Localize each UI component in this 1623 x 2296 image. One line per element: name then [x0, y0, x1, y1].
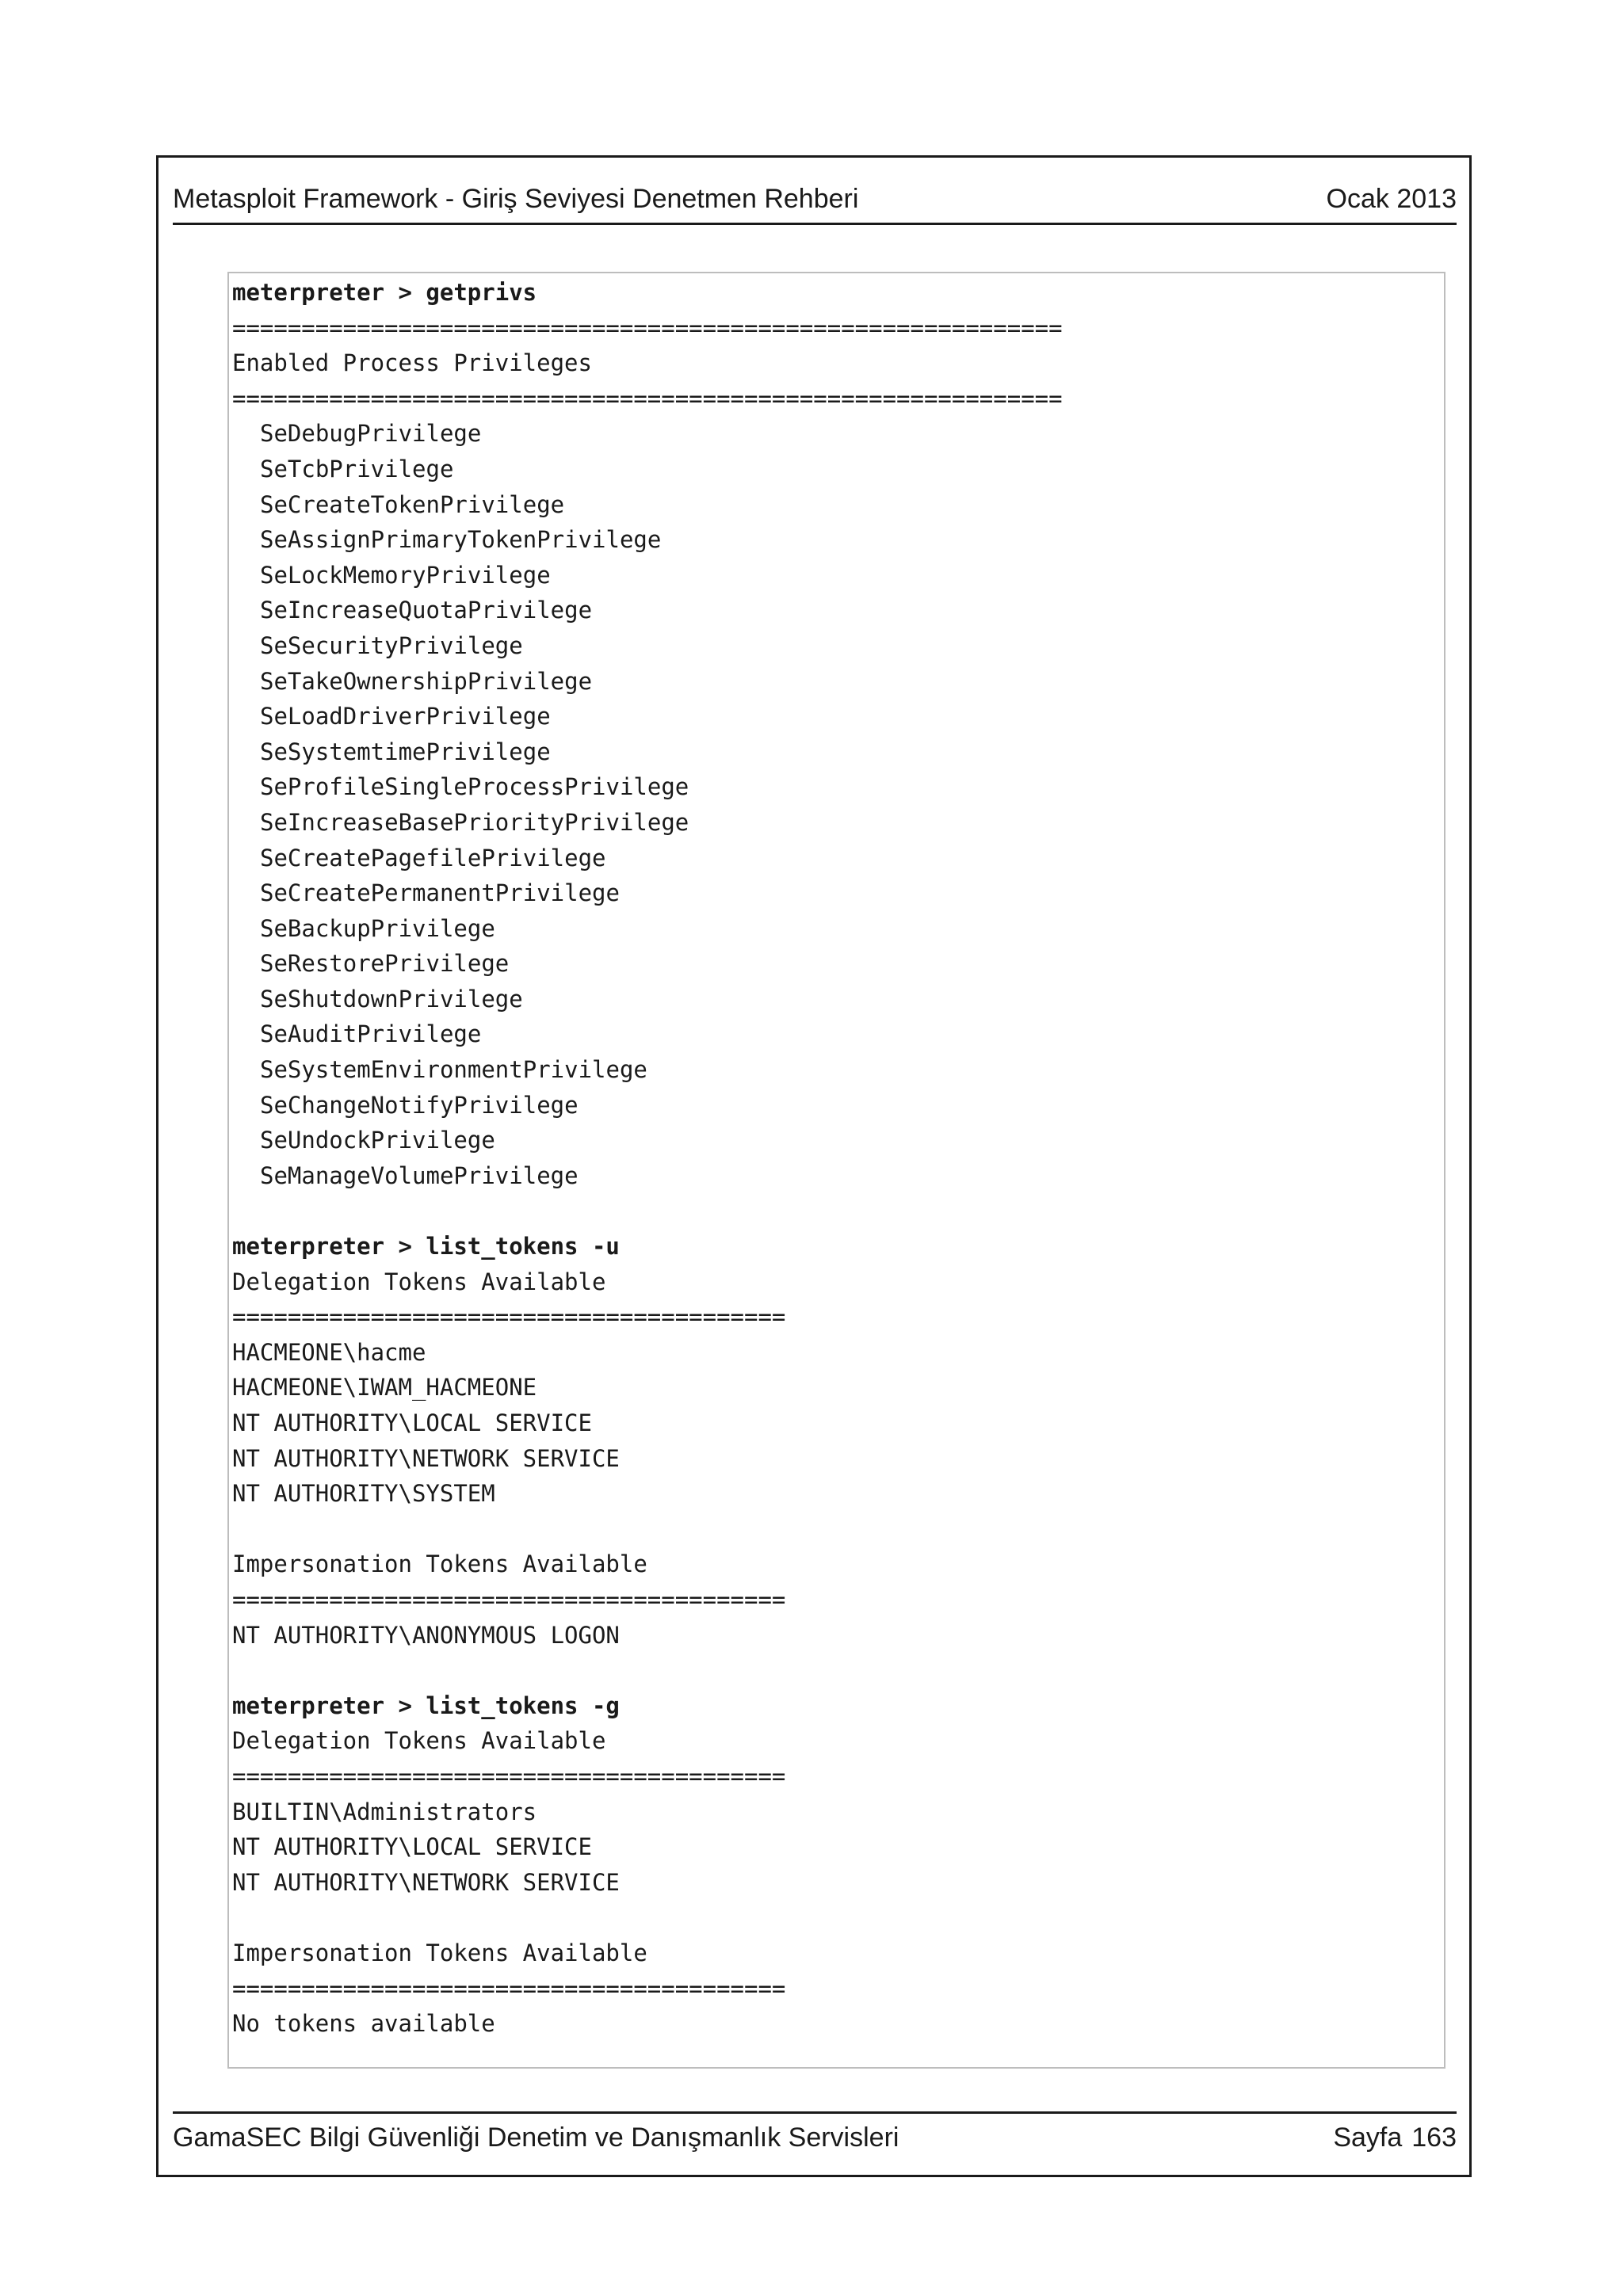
code-line: SeCreatePagefilePrivilege [260, 844, 606, 871]
code-line: HACMEONE\hacme [232, 1338, 426, 1366]
company-name: GamaSEC Bilgi Güvenliği Denetim ve Danışmanlık Servisleri [173, 2122, 899, 2153]
code-line [232, 1193, 1444, 1229]
code-line: Enabled Process Privileges [232, 349, 592, 377]
code-line: ============================================================ [232, 384, 1063, 412]
code-line: SeLockMemoryPrivilege [260, 561, 551, 589]
code-line [232, 1512, 1444, 1547]
code-line: ============================================================ [232, 314, 1063, 341]
page-number-value: 163 [1411, 2122, 1457, 2153]
code-line: ======================================== [232, 1762, 786, 1790]
code-line: Delegation Tokens Available [232, 1727, 606, 1755]
code-line: SeTakeOwnershipPrivilege [260, 667, 593, 695]
code-line: SeManageVolumePrivilege [260, 1161, 579, 1189]
code-line: Delegation Tokens Available [232, 1268, 606, 1295]
code-line: SeSystemEnvironmentPrivilege [260, 1056, 647, 1084]
code-line: SeBackupPrivilege [260, 914, 495, 942]
code-line: SeSystemtimePrivilege [260, 738, 551, 765]
command-line: meterpreter > list_tokens -u [232, 1233, 620, 1261]
code-line: SeIncreaseQuotaPrivilege [260, 597, 593, 624]
command-line: meterpreter > getprivs [232, 279, 537, 306]
document-date: Ocak 2013 [1326, 183, 1457, 214]
command-line: meterpreter > list_tokens -g [232, 1691, 620, 1719]
code-line: ======================================== [232, 1974, 786, 2002]
code-line: SeAssignPrimaryTokenPrivilege [260, 526, 662, 554]
code-block [227, 272, 1445, 2069]
code-line: NT AUTHORITY\NETWORK SERVICE [232, 1868, 620, 1896]
code-line: SeTcbPrivilege [260, 455, 454, 482]
page-footer [173, 2111, 1457, 2161]
page-header [173, 175, 1457, 225]
code-line: Impersonation Tokens Available [232, 1939, 647, 1966]
code-line: NT AUTHORITY\NETWORK SERVICE [232, 1444, 620, 1472]
code-line: No tokens available [232, 2010, 495, 2038]
page-number [1333, 2122, 1457, 2153]
code-line: SeCreatePermanentPrivilege [260, 879, 620, 907]
code-line: SeIncreaseBasePriorityPrivilege [260, 808, 689, 836]
code-line: SeAuditPrivilege [260, 1020, 482, 1048]
code-line: SeDebugPrivilege [260, 420, 482, 448]
page-frame [156, 155, 1472, 2177]
code-line: ======================================== [232, 1585, 786, 1613]
code-line: NT AUTHORITY\SYSTEM [232, 1480, 495, 1508]
code-line: SeChangeNotifyPrivilege [260, 1091, 579, 1119]
code-line: SeSecurityPrivilege [260, 631, 523, 659]
code-line: SeCreateTokenPrivilege [260, 490, 565, 518]
code-line [232, 1900, 1444, 1936]
code-line: SeShutdownPrivilege [260, 985, 523, 1013]
code-line: NT AUTHORITY\LOCAL SERVICE [232, 1833, 592, 1861]
code-line: HACMEONE\IWAM_HACMEONE [232, 1374, 537, 1402]
code-line: NT AUTHORITY\LOCAL SERVICE [232, 1409, 592, 1436]
page-label: Sayfa [1333, 2122, 1403, 2153]
code-line: SeLoadDriverPrivilege [260, 703, 551, 730]
code-line: SeProfileSingleProcessPrivilege [260, 773, 689, 801]
document-title: Metasploit Framework - Giriş Seviyesi Denetmen Rehberi [173, 183, 859, 214]
code-line: SeRestorePrivilege [260, 950, 510, 978]
code-line: Impersonation Tokens Available [232, 1550, 647, 1578]
code-line: ======================================== [232, 1303, 786, 1331]
code-line: SeUndockPrivilege [260, 1127, 495, 1154]
code-line [232, 1653, 1444, 1688]
code-line: NT AUTHORITY\ANONYMOUS LOGON [232, 1621, 620, 1649]
code-line: BUILTIN\Administrators [232, 1798, 537, 1825]
